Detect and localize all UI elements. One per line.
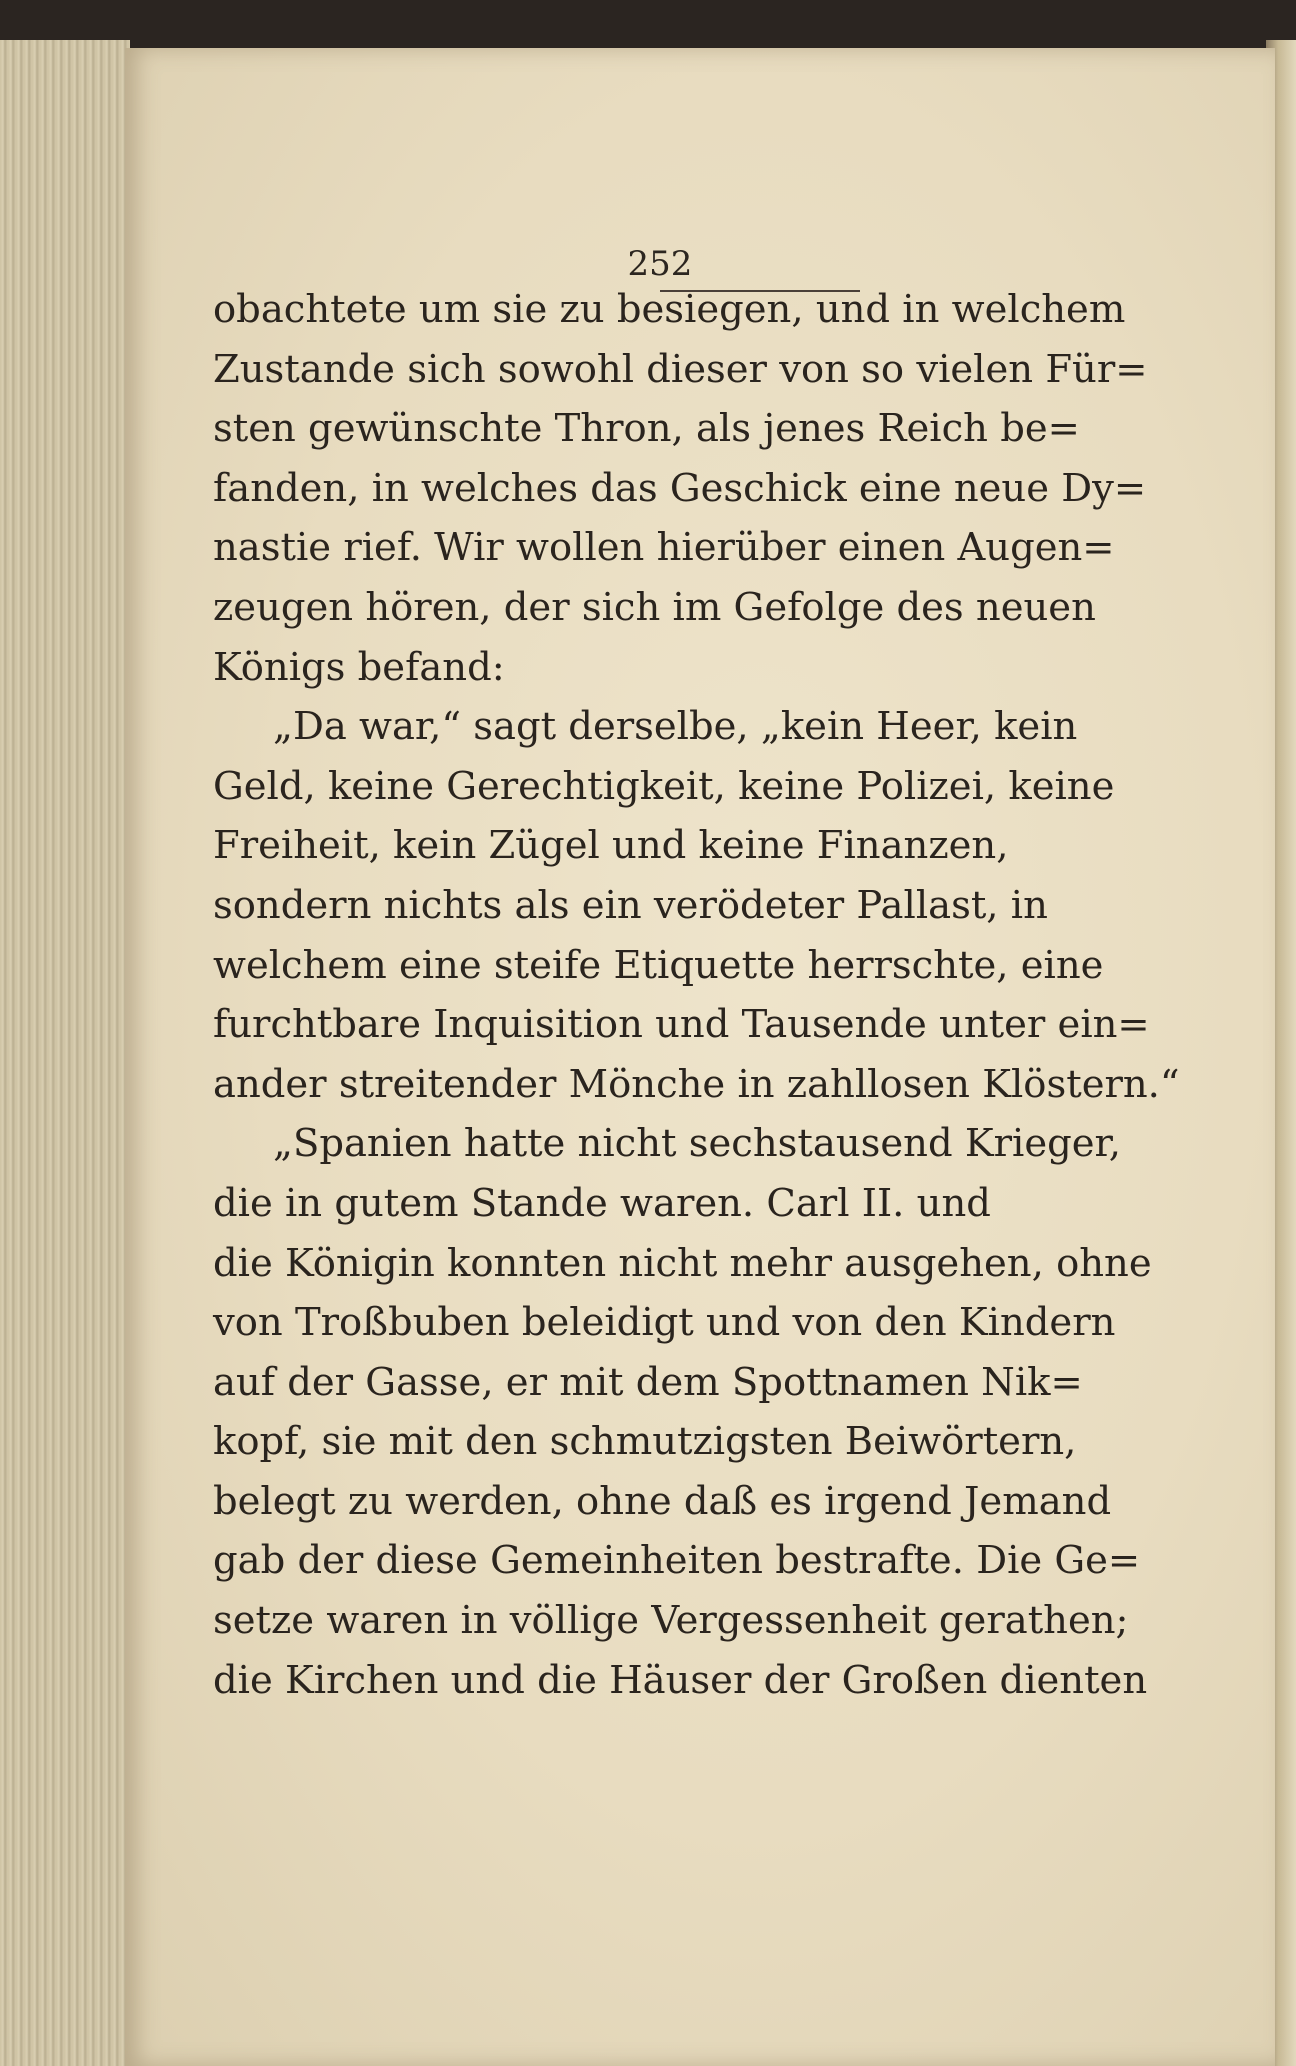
text-line: Geld, keine Gerechtigkeit, keine Polizei, keine	[213, 763, 1115, 809]
text-line: obachtete um sie zu besiegen, und in welchem	[213, 287, 1126, 332]
text-line: welchem eine steife Etiquette herrschte, eine	[213, 942, 1104, 988]
text-line: fanden, in welches das Geschick eine neue Dy=	[213, 465, 1147, 511]
text-line: auf der Gasse, er mit dem Spottnamen Nik=	[213, 1359, 1083, 1405]
text-line: sondern nichts als ein verödeter Pallast, in	[213, 882, 1048, 928]
text-line: sten gewünschte Thron, als jenes Reich be=	[213, 406, 1080, 452]
text-line: Freiheit, kein Zügel und keine Finanzen,	[213, 823, 1009, 869]
text-line: Königs befand:	[213, 644, 505, 690]
text-line: die in gutem Stande waren. Carl II. und	[213, 1180, 991, 1226]
text-line: kopf, sie mit den schmutzigsten Beiwörtern,	[213, 1419, 1077, 1465]
text-line: von Troßbuben beleidigt und von den Kindern	[213, 1300, 1116, 1346]
text-line: setze waren in völlige Vergessenheit gerathen;	[213, 1598, 1129, 1644]
text-line: nastie rief. Wir wollen hierüber einen Augen=	[213, 525, 1115, 571]
text-line: die Königin konnten nicht mehr ausgehen, ohne	[213, 1240, 1152, 1286]
text-line: „Spanien hatte nicht sechstausend Krieger,	[273, 1121, 1121, 1167]
page-number: 252	[627, 244, 693, 284]
text-line: gab der diese Gemeinheiten bestrafte. Die Ge=	[213, 1538, 1141, 1584]
text-line: furchtbare Inquisition und Tausende unter ein=	[213, 1002, 1150, 1048]
page-stack-edge	[0, 40, 130, 2066]
text-line: „Da war,“ sagt derselbe, „kein Heer, kein	[273, 704, 1078, 750]
text-line: zeugen hören, der sich im Gefolge des neuen	[213, 584, 1096, 630]
text-line: belegt zu werden, ohne daß es irgend Jemand	[213, 1478, 1112, 1524]
text-line: ander streitender Mönche in zahllosen Klöstern.“	[213, 1061, 1180, 1107]
text-line: die Kirchen und die Häuser der Großen dienten	[213, 1657, 1148, 1703]
body-text	[213, 280, 1180, 1710]
text-line: Zustande sich sowohl dieser von so vielen Für=	[213, 346, 1148, 392]
